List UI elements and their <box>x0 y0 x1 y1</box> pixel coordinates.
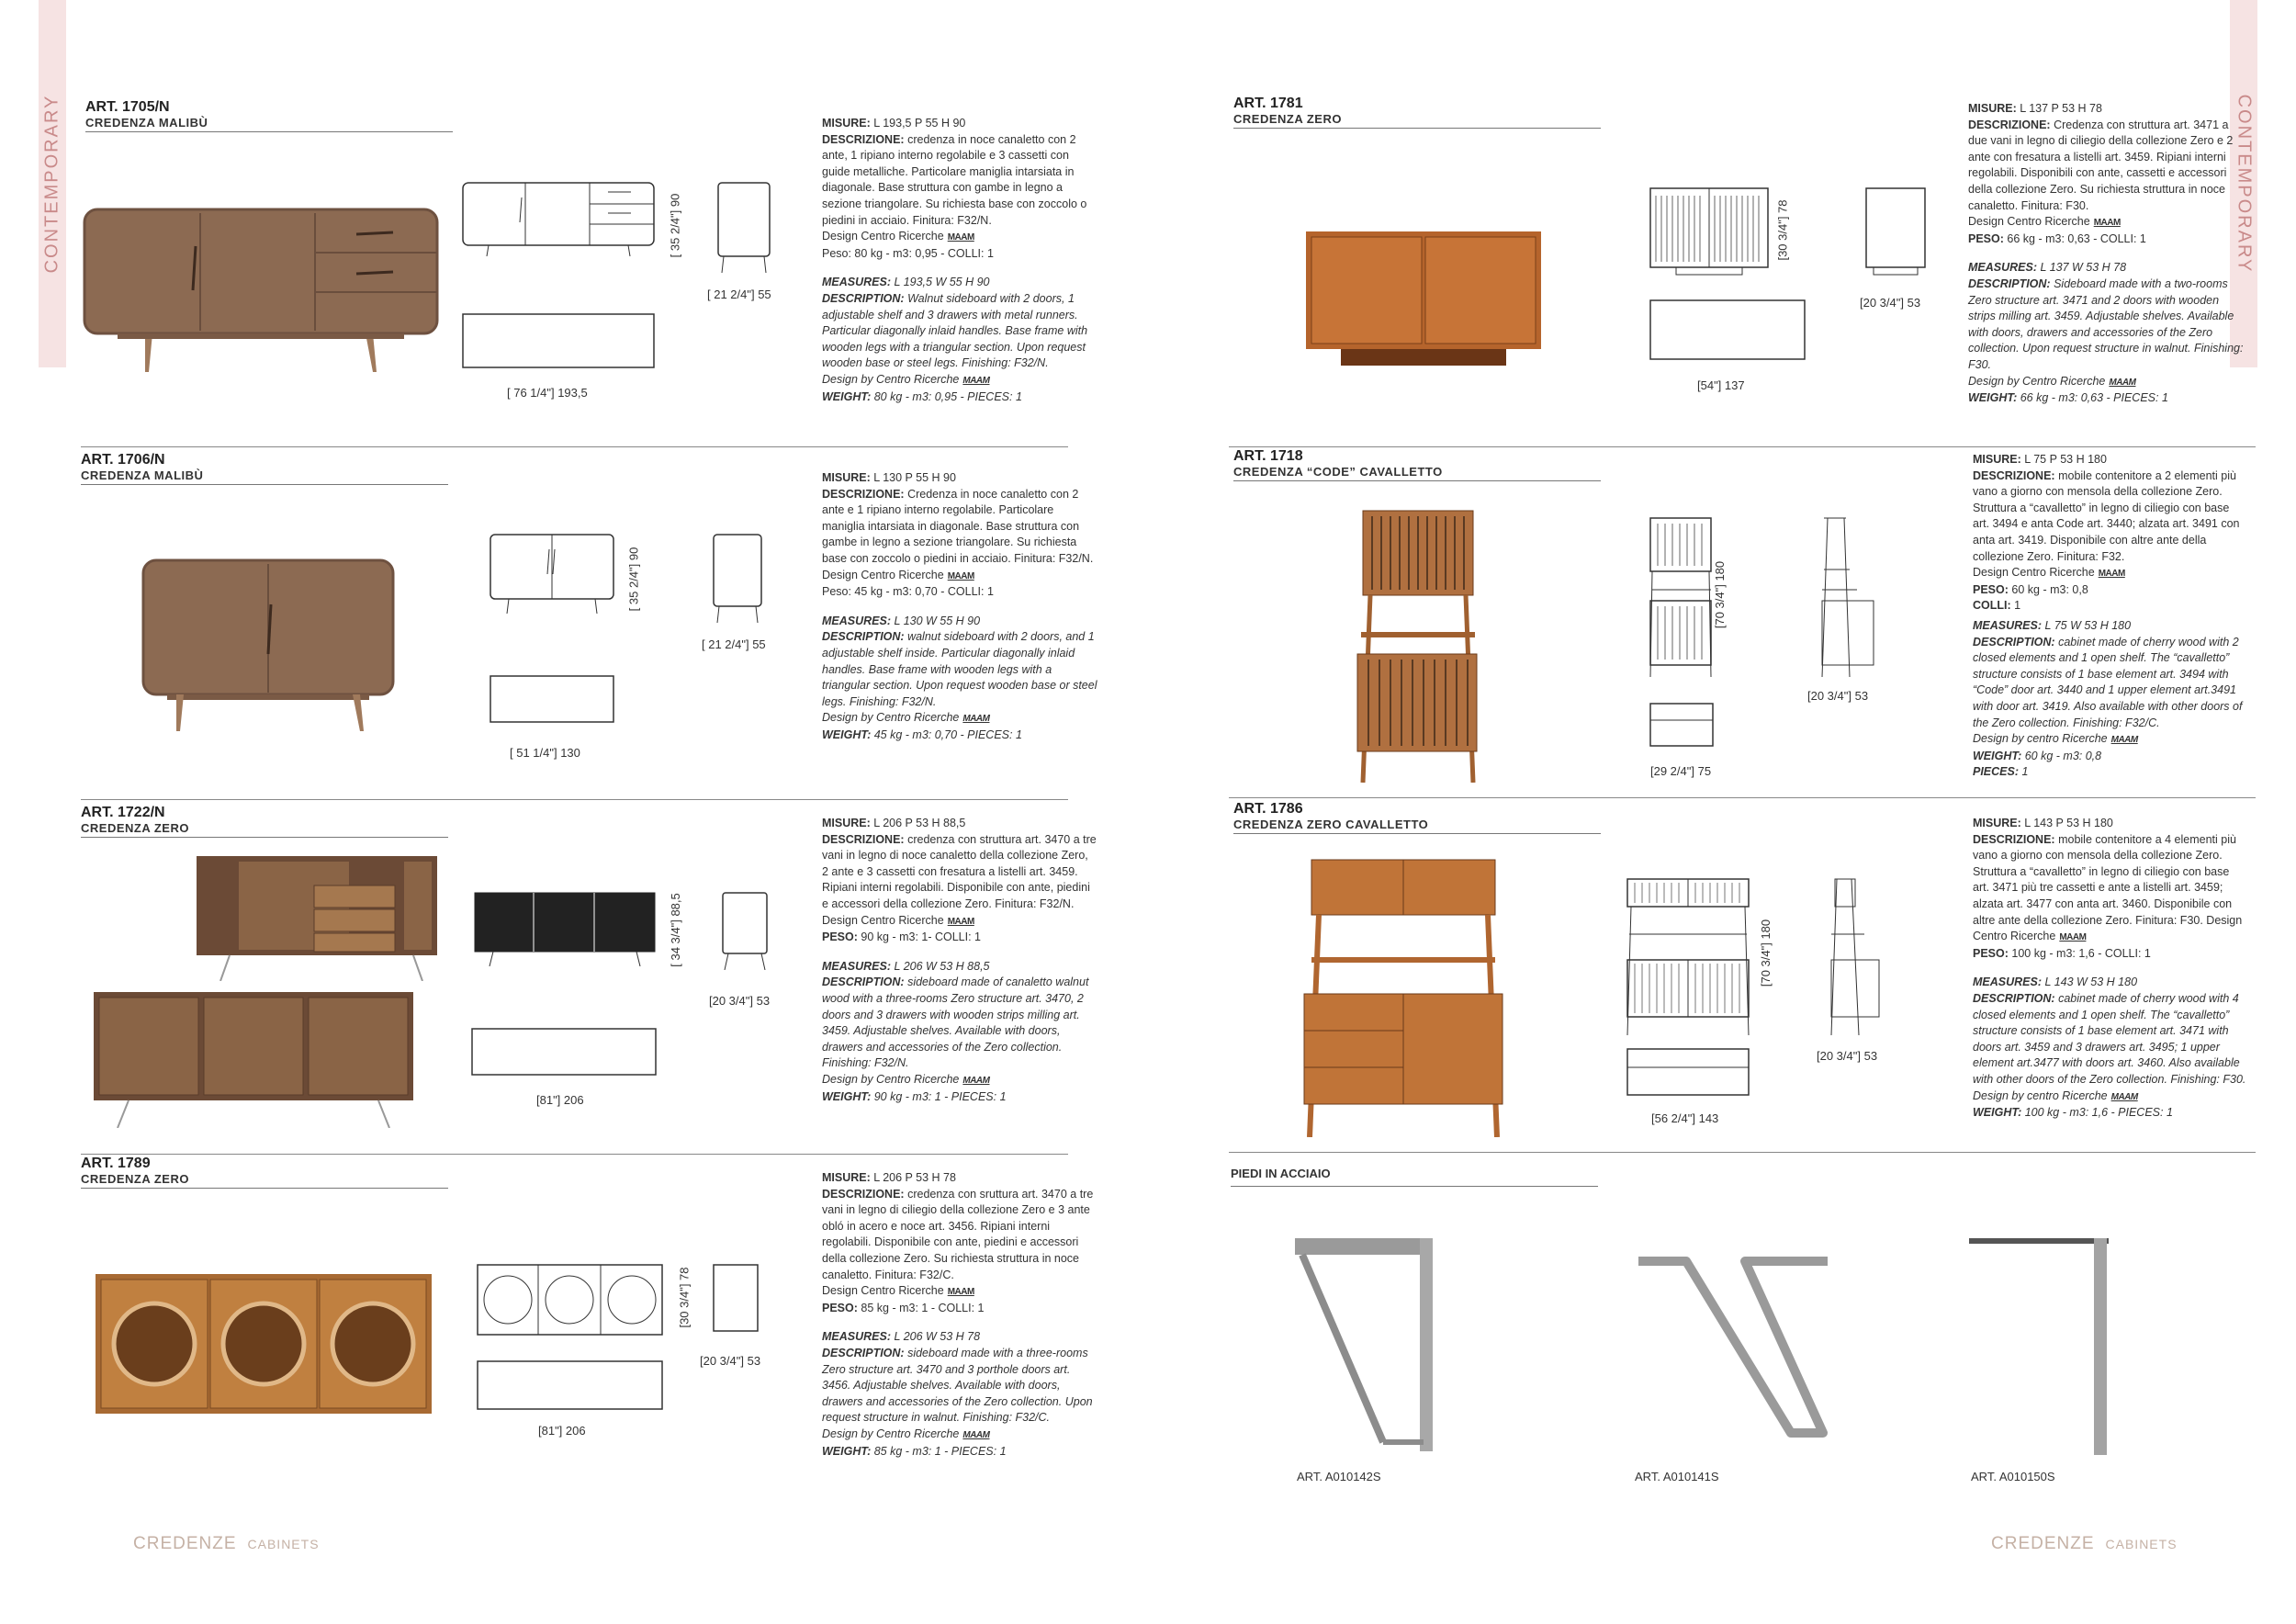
dimension-depth: [20 3/4"] 53 <box>1807 689 1869 703</box>
article-number: ART. 1786 <box>1233 801 1303 817</box>
drawing-side <box>1818 516 1877 677</box>
product-header <box>85 99 453 132</box>
dimension-depth: [20 3/4"] 53 <box>700 1354 761 1368</box>
drawing-front <box>1649 516 1715 677</box>
dimension-width: [54"] 137 <box>1697 378 1745 392</box>
peso: Peso: 80 kg - m3: 0,95 - COLLI: 1 <box>822 246 994 260</box>
legs-section-title: PIEDI IN ACCIAIO <box>1231 1167 1598 1187</box>
product-name: CREDENZA MALIBÙ <box>81 468 204 482</box>
product-header <box>1233 801 1601 834</box>
misure-value: L 193,5 P 55 H 90 <box>873 117 966 130</box>
product-header <box>81 805 448 838</box>
dimension-height: [30 3/4"] 78 <box>677 1267 692 1328</box>
article-number: ART. 1706/N <box>81 452 165 468</box>
section-divider <box>1229 1152 2256 1153</box>
product-name: CREDENZA ZERO <box>81 1172 189 1186</box>
article-number: ART. 1781 <box>1233 96 1303 111</box>
drawing-front <box>476 1263 664 1338</box>
drawing-front <box>1626 877 1750 1035</box>
measures-value: L 193,5 W 55 H 90 <box>894 276 990 289</box>
side-tab-label: CONTEMPORARY <box>2234 94 2255 274</box>
spec-block: MISURE: L 75 P 53 H 180 DESCRIZIONE: mobile contenitore a 2 elementi più vano a giorno con mensola della collezione Zero. Struttura a “cavalletto” in legno di ciliegio con base art. 3494 e anta Code art. 3440; alzata art. 3491 con anta art. 3419. Disponibile con altre ante della collezione Zero. Finitura: F32. Design Centro Ricerche MAAM PESO: 60 kg - m3: 0,8 COLLI: 1 MEASURES: L 75 W 53 H 180 DESCRIPTION: cabinet made of cherry wood with 2 closed elements and 1 open shelf. The “cavalletto” structure consists of 1 base element art. 3494 with “Code” door art. 3440 and 1 upper element art.3491 with door art. 3419. Also available with other doors of the Zero collection. Finishing: F32/C. Design by centro Ricerche MAAM WEIGHT: 60 kg - m3: 0,8 PIECES: 1 <box>1973 453 2243 779</box>
product-name: CREDENZA ZERO CAVALLETTO <box>1233 818 1429 831</box>
footer-left: CREDENZE CABINETS <box>133 1534 320 1553</box>
dimension-depth: [20 3/4"] 53 <box>1817 1049 1878 1063</box>
dimension-height: [ 34 3/4"] 88,5 <box>668 893 682 967</box>
drawing-front <box>489 533 615 614</box>
section-divider <box>1229 446 2256 447</box>
article-number: ART. 1722/N <box>81 805 165 820</box>
dimension-width: [29 2/4"] 75 <box>1650 764 1712 778</box>
side-tab-left <box>39 0 66 367</box>
drawing-top <box>489 674 615 726</box>
product-header <box>81 452 448 485</box>
article-number: ART. 1789 <box>81 1156 151 1171</box>
product-header <box>1233 448 1601 481</box>
dimension-height: [30 3/4"] 78 <box>1775 199 1790 261</box>
leg-label: ART. A010141S <box>1635 1470 1719 1483</box>
product-photo-porthole <box>94 1272 433 1419</box>
steel-leg-photo-3 <box>1965 1231 2112 1456</box>
drawing-top <box>1649 299 1806 361</box>
product-name: CREDENZA ZERO <box>81 821 189 835</box>
product-name: CREDENZA ZERO <box>1233 112 1342 126</box>
footer-right: CREDENZE CABINETS <box>1991 1534 2178 1553</box>
product-name: CREDENZA “CODE” CAVALLETTO <box>1233 465 1443 479</box>
drawing-side <box>712 533 763 623</box>
product-photo-closed <box>92 990 415 1128</box>
product-name: CREDENZA MALIBÙ <box>85 116 208 130</box>
section-divider <box>81 446 1068 447</box>
drawing-front <box>461 181 656 256</box>
dimension-depth: [20 3/4"] 53 <box>709 994 771 1008</box>
descrizione: credenza in noce canaletto con 2 ante, 1 ripiano interno regolabile e 3 cassetti con guide metalliche. Particolare maniglia intarsiata in diagonale. Base struttura con gambe in legno a sezione triangolare. Su richiesta base con zoccolo o piedini in acciaio. Finitura: F32/N. <box>822 132 1087 227</box>
description: Walnut sideboard with 2 doors, 1 adjustable shelf and 3 drawers with metal runners. Particular diagonally inlaid handles. Base frame with wooden legs with a triangular section. Upon request wooden base or steel legs. Finishing: F32/N. <box>822 291 1088 370</box>
dimension-depth: [ 21 2/4"] 55 <box>707 288 771 301</box>
section-divider <box>81 799 1068 800</box>
drawing-top <box>470 1027 658 1077</box>
article-number: ART. 1718 <box>1233 448 1303 464</box>
side-tab-label: CONTEMPORARY <box>41 94 62 274</box>
section-divider <box>1229 797 2256 798</box>
spec-block: MISURE: L 206 P 53 H 88,5 DESCRIZIONE: credenza con struttura art. 3470 a tre vani in legno di noce canaletto della collezione Zero, 2 ante e 3 cassetti con fresatura a listelli art. 3459. Ripiani interni regolabili. Disponibile con ante, piedini e accessori della collezione Zero. Finitura: F32/N. Design Centro Ricerche MAAM PESO: 90 kg - m3: 1- COLLI: 1 MEASURES: L 206 W 53 H 88,5 DESCRIPTION: sideboard made of canaletto walnut wood with a three-rooms Zero structure art. 3470, 2 doors and 3 drawers with wooden strips milling art. 3459. Adjustable shelves. Available with doors, drawers and accessories of the Zero collection. Finishing: F32/N. Design by Centro Ricerche MAAM WEIGHT: 90 kg - m3: 1 - PIECES: 1 <box>822 817 1097 1103</box>
drawing-side <box>716 181 773 273</box>
product-header <box>1233 96 1601 129</box>
steel-leg-photo-2 <box>1635 1245 1837 1447</box>
drawing-side <box>1828 877 1883 1035</box>
spec-block: MISURE: L 130 P 55 H 90 DESCRIZIONE: Credenza in noce canaletto con 2 ante e 1 ripiano interno regolabile. Particolare maniglia intarsiata in diagonale. Base struttura con gambe in legno a sezione triangolare. Su richiesta base con zoccolo o piedini in acciaio. Finitura: F32/N. Design Centro Ricerche MAAM Peso: 45 kg - m3: 0,70 - COLLI: 1 MEASURES: L 130 W 55 H 90 DESCRIPTION: walnut sideboard with 2 doors, and 1 adjustable shelf inside. Particular diagonally inlaid handles. Base frame with wooden legs with a triangular section. Upon request wooden base or steel legs. Finishing: F32/N. Design by Centro Ricerche MAAM WEIGHT: 45 kg - m3: 0,70 - PIECES: 1 <box>822 471 1097 741</box>
drawing-top <box>461 312 656 371</box>
drawing-side <box>712 1263 760 1333</box>
dimension-height: [ 35 2/4"] 90 <box>668 193 682 258</box>
dimension-width: [ 76 1/4"] 193,5 <box>507 386 588 400</box>
product-photo-code-cavalletto <box>1352 507 1480 783</box>
drawing-top <box>476 1359 664 1411</box>
drawing-top <box>1626 1047 1750 1097</box>
dimension-depth: [20 3/4"] 53 <box>1860 296 1921 310</box>
spec-block: MISURE: L 193,5 P 55 H 90 DESCRIZIONE: credenza in noce canaletto con 2 ante, 1 ripiano interno regolabile e 3 cassetti con guide metalliche. Particolare maniglia intarsiata in diagonale. Base struttura con gambe in legno a sezione triangolare. Su richiesta base con zoccolo o piedini in acciaio. Finitura: F32/N. Design Centro Ricerche MAAM Peso: 80 kg - m3: 0,95 - COLLI: 1 MEASURES: L 193,5 W 55 H 90 DESCRIPTION: Walnut sideboard with 2 doors, 1 adjustable shelf and 3 drawers with metal runners. Particular diagonally inlaid handles. Base frame with wooden legs with a triangular section. Upon request wooden base or steel legs. Finishing: F32/N. Design by Centro Ricerche MAAM WEIGHT: 80 kg - m3: 0,95 - PIECES: 1 <box>822 116 1097 405</box>
drawing-top <box>1649 702 1715 748</box>
section-divider <box>81 1154 1068 1155</box>
dimension-height: [70 3/4"] 180 <box>1759 919 1773 987</box>
dimension-width: [81"] 206 <box>536 1093 584 1107</box>
product-photo-credenza-malibu <box>140 557 397 731</box>
leg-label: ART. A010142S <box>1297 1470 1381 1483</box>
steel-leg-photo-1 <box>1295 1231 1433 1451</box>
product-photo-zero-cavalletto <box>1302 856 1504 1137</box>
dimension-height: [70 3/4"] 180 <box>1713 560 1728 629</box>
spec-block: MISURE: L 143 P 53 H 180 DESCRIZIONE: mobile contenitore a 4 elementi più vano a giorno con mensola della collezione Zero. Struttura a “cavalletto” in legno di ciliegio con base art. 3471 più tre cassetti e ante a listelli art. 3459; alzata art. 3477 con anta art. 3460. Disponibile con altre ante della collezione Zero. Finitura: F30. Design Centro Ricerche MAAM PESO: 100 kg - m3: 1,6 - COLLI: 1 MEASURES: L 143 W 53 H 180 DESCRIPTION: cabinet made of cherry wood with 4 closed elements and 1 open shelf. The “cavalletto” structure consists of 1 base element art. 3471 with doors art. 3459 and 3 drawers art. 3495; 1 upper element art.3477 with doors art. 3460. Also available with other doors of the Zero collection. Finishing: F30. Design by centro Ricerche MAAM WEIGHT: 100 kg - m3: 1,6 - PIECES: 1 <box>1973 817 2246 1120</box>
leg-label: ART. A010150S <box>1971 1470 2055 1483</box>
product-photo-credenza-malibu <box>81 202 441 372</box>
drawing-front <box>473 891 657 966</box>
product-header <box>81 1156 448 1189</box>
product-photo-credenza-zero <box>1304 230 1543 366</box>
product-photo-open <box>193 852 441 981</box>
drawing-front <box>1649 186 1770 276</box>
dimension-width: [ 51 1/4"] 130 <box>510 746 580 760</box>
dimension-depth: [ 21 2/4"] 55 <box>702 637 766 651</box>
maam-logo: MAAM <box>947 232 974 243</box>
drawing-side <box>721 891 769 970</box>
spec-block: MISURE: L 206 P 53 H 78 DESCRIZIONE: credenza con sruttura art. 3470 a tre vani in legno di ciliegio della collezione Zero e 3 ante obló in acero e noce art. 3456. Ripiani interni regolabili. Disponibile con ante, piedini e accessori della collezione Zero. Su richiesta struttura in noce canaletto. Finitura: F32/C. Design Centro Ricerche MAAM PESO: 85 kg - m3: 1 - COLLI: 1 MEASURES: L 206 W 53 H 78 DESCRIPTION: sideboard made with a three-rooms Zero structure art. 3470 and 3 porthole doors art. 3456. Adjustable shelves. Available with doors, drawers and accessories of the Zero collection. Upon request structure in walnut. Finishing: F32/C. Design by Centro Ricerche MAAM WEIGHT: 85 kg - m3: 1 - PIECES: 1 <box>822 1171 1094 1458</box>
dimension-width: [81"] 206 <box>538 1424 586 1438</box>
dimension-width: [56 2/4"] 143 <box>1651 1111 1719 1125</box>
article-number: ART. 1705/N <box>85 99 170 115</box>
drawing-side <box>1864 186 1927 276</box>
weight: 80 kg - m3: 0,95 - PIECES: 1 <box>873 389 1022 403</box>
dimension-height: [ 35 2/4"] 90 <box>626 547 641 612</box>
spec-block: MISURE: L 137 P 53 H 78 DESCRIZIONE: Credenza con struttura art. 3471 a due vani in legno di ciliegio della collezione Zero e 2 ante con fresatura a listelli art. 3459. Ripiani interni regolabili. Disponibili con ante, cassetti e accessori della collezione Zero. Su richiesta struttura in noce canaletto. Finitura: F30. Design Centro Ricerche MAAM PESO: 66 kg - m3: 0,63 - COLLI: 1 MEASURES: L 137 W 53 H 78 DESCRIPTION: Sideboard made with a two-rooms Zero structure art. 3471 and 2 doors with wooden strips milling art. 3459. Adjustable shelves. Available with doors, drawers and accessories of the Zero collection. Upon request structure in walnut. Finishing: F30. Design by Centro Ricerche MAAM WEIGHT: 66 kg - m3: 0,63 - PIECES: 1 <box>1968 102 2244 405</box>
